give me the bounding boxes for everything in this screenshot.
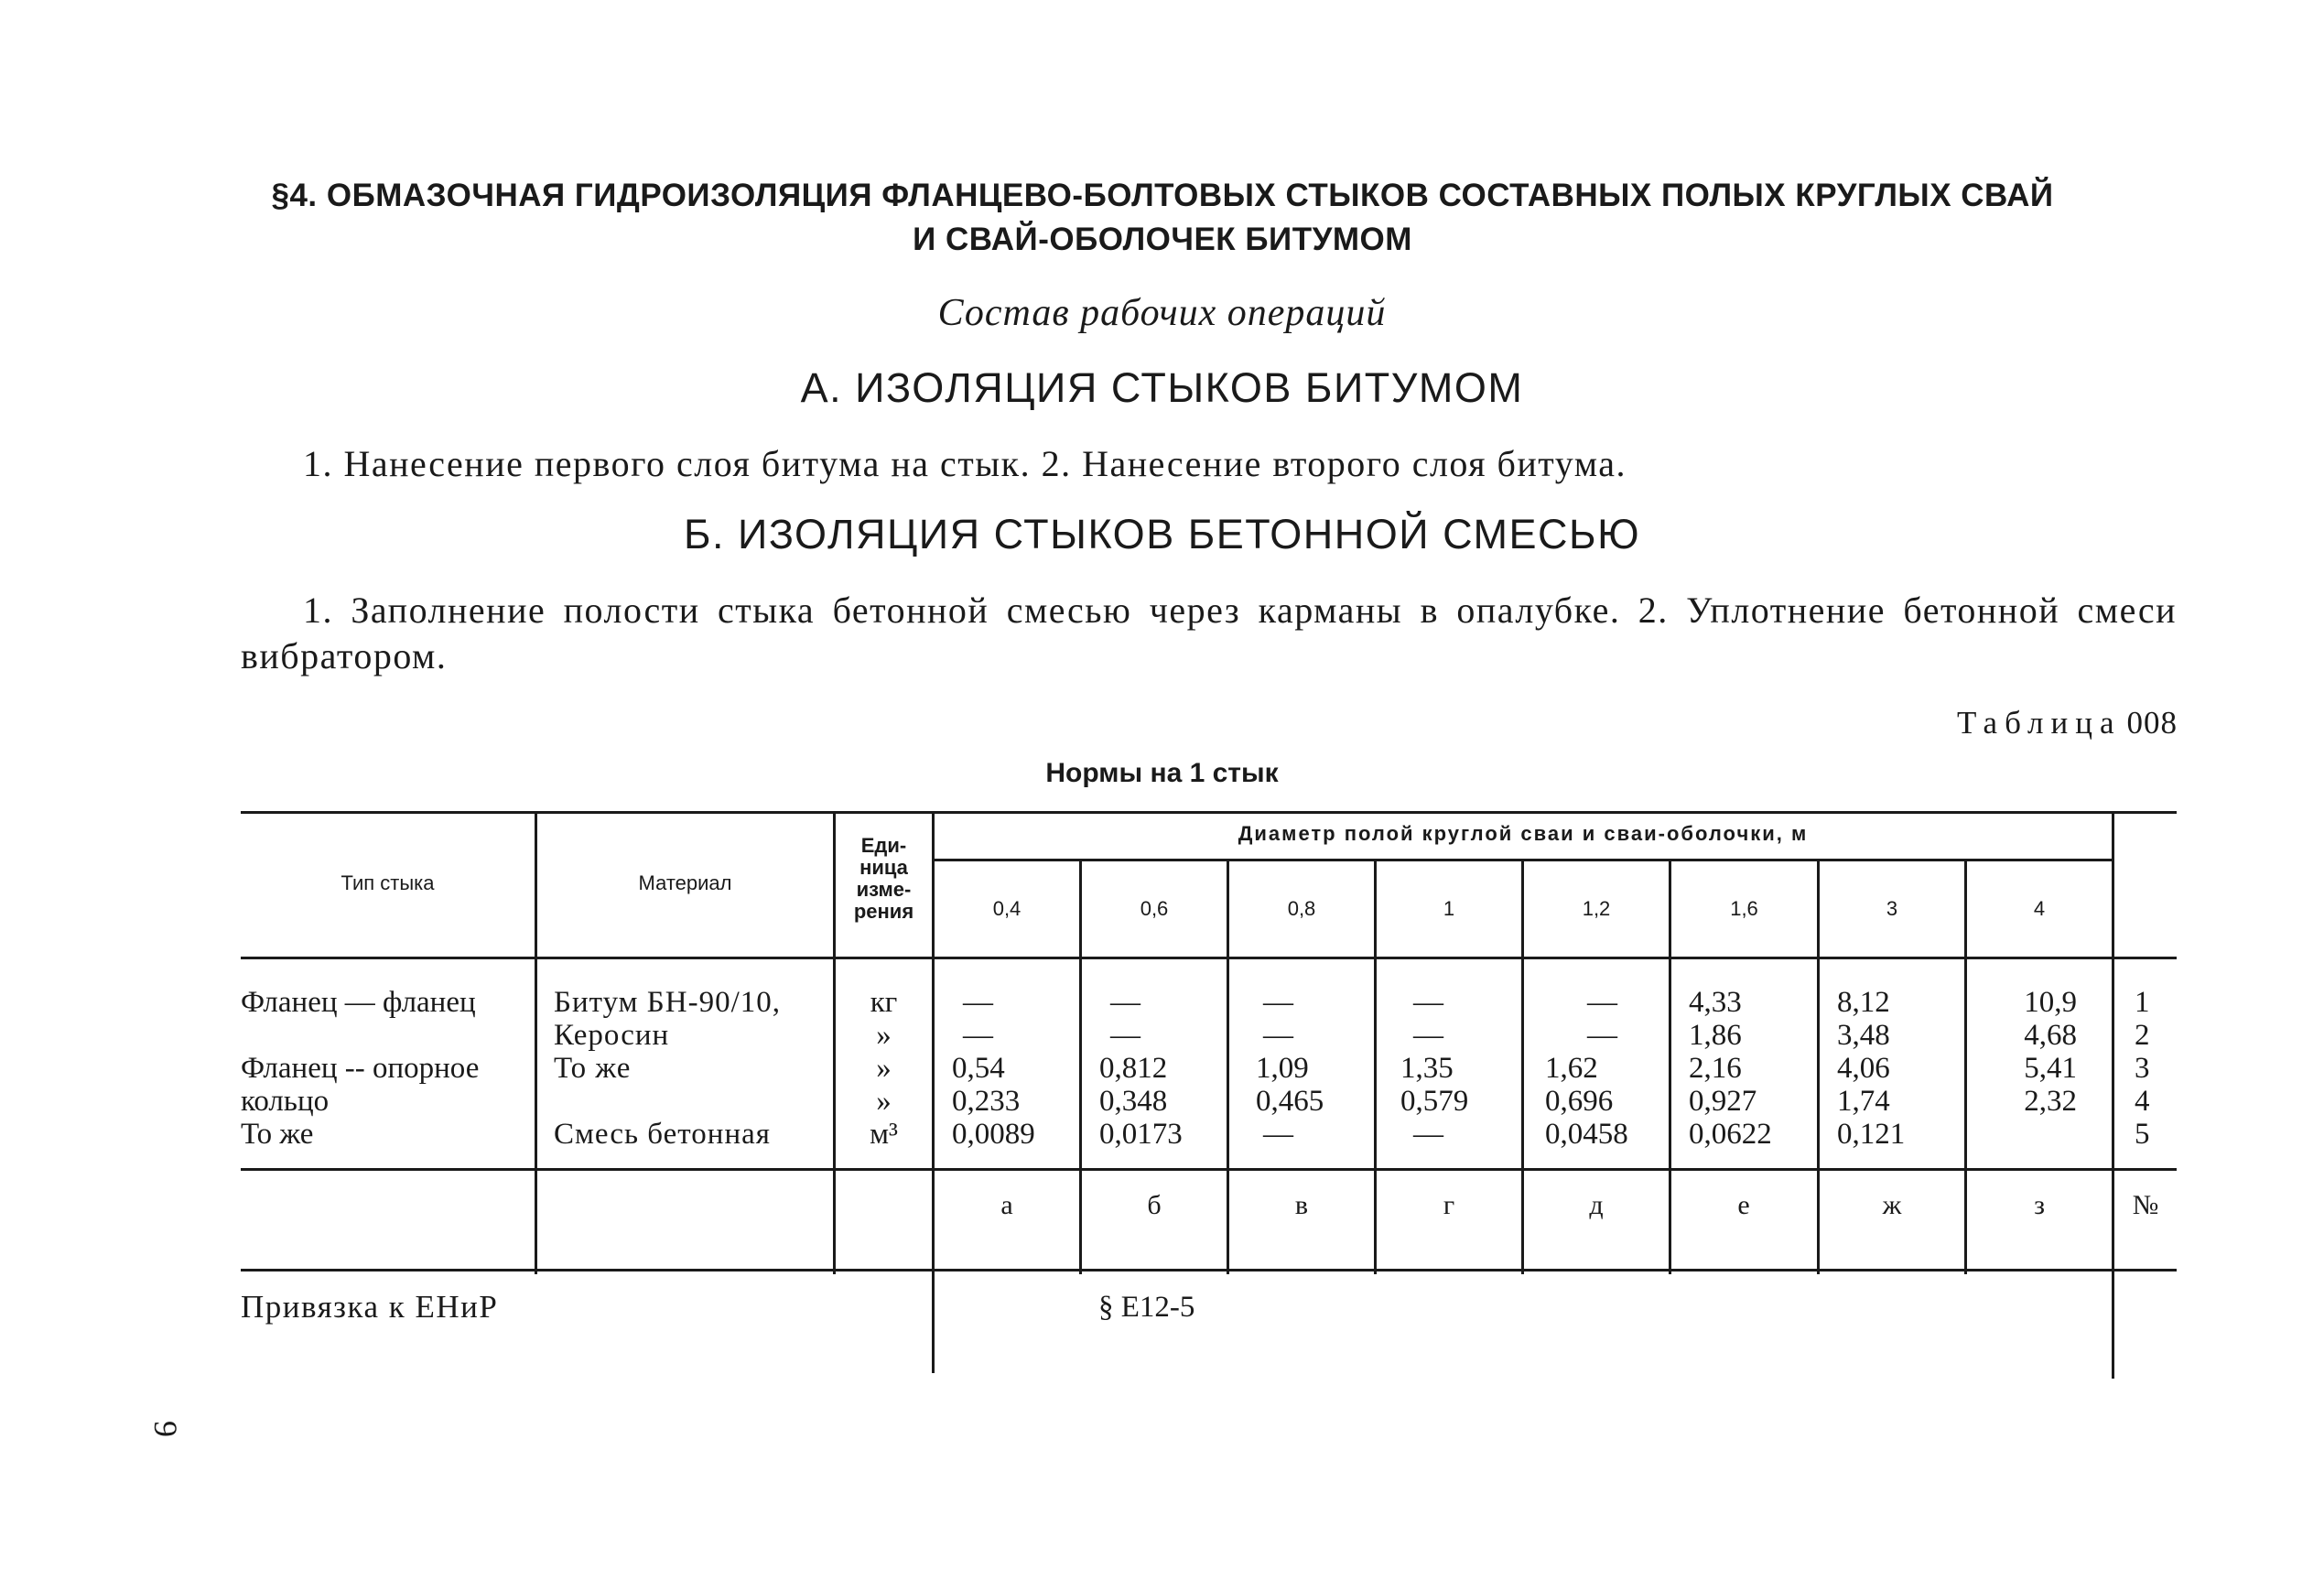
- header-diameter-1: 1: [1443, 897, 1455, 920]
- column-letter-e: е: [1737, 1190, 1750, 1220]
- row-number: 4: [2135, 1085, 2150, 1118]
- value-cell: 4,68: [2024, 1019, 2077, 1052]
- header-material: Материал: [638, 871, 732, 894]
- header-unit-line2: ница: [859, 856, 908, 879]
- value-cell: 8,12: [1837, 986, 1890, 1019]
- values-column-1-2: [1545, 986, 1628, 1151]
- header-unit-line3: изме-: [856, 878, 912, 901]
- values-column-1-6: [1689, 986, 1772, 1151]
- value-cell: 3,48: [1837, 1019, 1890, 1052]
- column-letter-d: д: [1589, 1190, 1604, 1220]
- value-cell: —: [1263, 986, 1293, 1019]
- page-number: 9: [147, 1421, 184, 1437]
- binding-reference: § Е12-5: [1098, 1291, 1195, 1324]
- material-cell: Керосин: [554, 1019, 670, 1052]
- section-title: [211, 174, 2114, 262]
- part-a-heading: А. ИЗОЛЯЦИЯ СТЫКОВ БИТУМОМ: [800, 364, 1524, 411]
- value-cell: 0,0173: [1099, 1118, 1183, 1151]
- row-number-column: [2135, 986, 2150, 1151]
- table-rule-body-bottom: [241, 1168, 2177, 1171]
- number-sign: №: [2132, 1190, 2159, 1220]
- values-column-0-8: [1256, 986, 1324, 1151]
- value-cell: —: [963, 1019, 993, 1052]
- value-cell: —: [1263, 1118, 1293, 1151]
- header-diameter-4: 4: [2033, 897, 2046, 920]
- value-cell: 0,696: [1545, 1085, 1614, 1118]
- unit-cell: »: [876, 1085, 892, 1118]
- joint-type-cell: кольцо: [241, 1085, 330, 1118]
- joint-type-cell: Фланец -- опорное: [241, 1052, 480, 1085]
- header-diameter-1-6: 1,6: [1730, 897, 1758, 920]
- value-cell: [1967, 1118, 2077, 1151]
- table-label-word: Таблица: [1957, 705, 2122, 741]
- row-number: 3: [2135, 1052, 2150, 1085]
- value-cell: 0,0622: [1689, 1118, 1772, 1151]
- header-diameter: Диаметр полой круглой сваи и сваи-оболочки, м: [1238, 822, 1809, 845]
- material-cell: То же: [554, 1052, 632, 1085]
- material-cell: Смесь бетонная: [554, 1118, 771, 1151]
- value-cell: 0,233: [952, 1085, 1021, 1118]
- joint-type-cell: То же: [241, 1118, 314, 1151]
- value-cell: 2,16: [1689, 1052, 1742, 1085]
- table-number: 008: [2126, 705, 2178, 741]
- value-cell: 4,06: [1837, 1052, 1890, 1085]
- unit-cell: кг: [870, 986, 898, 1019]
- value-cell: 0,465: [1256, 1085, 1324, 1118]
- table-caption: Нормы на 1 стык: [1045, 758, 1279, 788]
- joint-type-cell: Фланец — фланец: [241, 986, 476, 1019]
- column-letter-zh: ж: [1882, 1190, 1902, 1220]
- header-joint-type: Тип стыка: [340, 871, 435, 894]
- row-number: 2: [2135, 1019, 2150, 1052]
- section-title-line1: §4. ОБМАЗОЧНАЯ ГИДРОИЗОЛЯЦИЯ ФЛАНЦЕВО-БОЛТОВЫХ СТЫКОВ СОСТАВНЫХ ПОЛЫХ КРУГЛЫХ СВАЙ: [271, 178, 2054, 213]
- row-number: 5: [2135, 1118, 2150, 1151]
- value-cell: —: [1110, 986, 1140, 1019]
- values-column-0-4: [952, 986, 1035, 1151]
- values-column-1: [1400, 986, 1468, 1151]
- value-cell: 0,54: [952, 1052, 1005, 1085]
- value-cell: 0,579: [1400, 1085, 1469, 1118]
- table-vline-3: [932, 811, 935, 1373]
- value-cell: —: [1110, 1019, 1140, 1052]
- value-cell: 0,348: [1099, 1085, 1168, 1118]
- value-cell: 1,35: [1400, 1052, 1454, 1085]
- row-number: 1: [2135, 986, 2150, 1019]
- table-rule-header-bottom: [241, 957, 2177, 959]
- value-cell: 0,121: [1837, 1118, 1906, 1151]
- value-cell: 2,32: [2024, 1085, 2077, 1118]
- header-diameter-1-2: 1,2: [1582, 897, 1611, 920]
- value-cell: —: [1413, 1118, 1443, 1151]
- table-vline-11: [2112, 811, 2114, 1379]
- value-cell: 1,09: [1256, 1052, 1309, 1085]
- material-column: [554, 986, 781, 1151]
- joint-type-cell: [241, 1019, 479, 1052]
- value-cell: 5,41: [2024, 1052, 2077, 1085]
- unit-cell: »: [876, 1052, 892, 1085]
- header-diameter-0-4: 0,4: [992, 897, 1021, 920]
- part-b-text: 1. Заполнение полости стыка бетонной смесью через карманы в опалубке. 2. Уплотнение бетонной смеси вибратором.: [241, 590, 2177, 676]
- joint-type-column: [241, 986, 479, 1151]
- values-column-4: [1967, 986, 2077, 1151]
- column-letter-z: з: [2034, 1190, 2045, 1220]
- value-cell: 0,0458: [1545, 1118, 1628, 1151]
- table-rule-letters-bottom: [241, 1269, 2177, 1271]
- column-letter-v: в: [1294, 1190, 1309, 1220]
- value-cell: —: [1413, 1019, 1443, 1052]
- header-unit: [836, 835, 932, 923]
- header-diameter-0-6: 0,6: [1140, 897, 1169, 920]
- part-b-heading: Б. ИЗОЛЯЦИЯ СТЫКОВ БЕТОННОЙ СМЕСЬЮ: [683, 511, 1641, 557]
- value-cell: 0,0089: [952, 1118, 1035, 1151]
- unit-cell: »: [876, 1019, 892, 1052]
- values-column-0-6: [1099, 986, 1183, 1151]
- column-letter-b: б: [1147, 1190, 1162, 1220]
- section-title-line2: И СВАЙ-ОБОЛОЧЕК БИТУМОМ: [913, 222, 1412, 257]
- value-cell: 1,62: [1545, 1052, 1598, 1085]
- value-cell: 1,86: [1689, 1019, 1742, 1052]
- table-label: [1957, 705, 2178, 741]
- value-cell: —: [1413, 986, 1443, 1019]
- value-cell: —: [1587, 986, 1617, 1019]
- value-cell: 4,33: [1689, 986, 1742, 1019]
- composition-title: Состав рабочих операций: [937, 292, 1387, 334]
- header-diameter-3: 3: [1886, 897, 1898, 920]
- value-cell: 10,9: [2024, 986, 2077, 1019]
- value-cell: 0,927: [1689, 1085, 1757, 1118]
- value-cell: —: [963, 986, 993, 1019]
- column-letter-a: а: [1000, 1190, 1013, 1220]
- value-cell: 0,812: [1099, 1052, 1168, 1085]
- material-cell: Битум БН-90/10,: [554, 986, 781, 1019]
- unit-cell: м³: [870, 1118, 898, 1151]
- unit-column: [836, 986, 932, 1151]
- header-diameter-0-8: 0,8: [1287, 897, 1316, 920]
- header-unit-line4: рения: [853, 900, 914, 923]
- column-letter-g: г: [1443, 1190, 1455, 1220]
- binding-label: Привязка к ЕНиР: [241, 1289, 499, 1325]
- table-rule-top: [241, 811, 2177, 814]
- material-cell: [554, 1085, 781, 1118]
- value-cell: —: [1587, 1019, 1617, 1052]
- value-cell: —: [1263, 1019, 1293, 1052]
- values-column-3: [1837, 986, 1905, 1151]
- value-cell: 1,74: [1837, 1085, 1890, 1118]
- header-unit-line1: Еди-: [860, 834, 907, 857]
- part-a-text: 1. Нанесение первого слоя битума на стык. 2. Нанесение второго слоя битума.: [303, 443, 1627, 484]
